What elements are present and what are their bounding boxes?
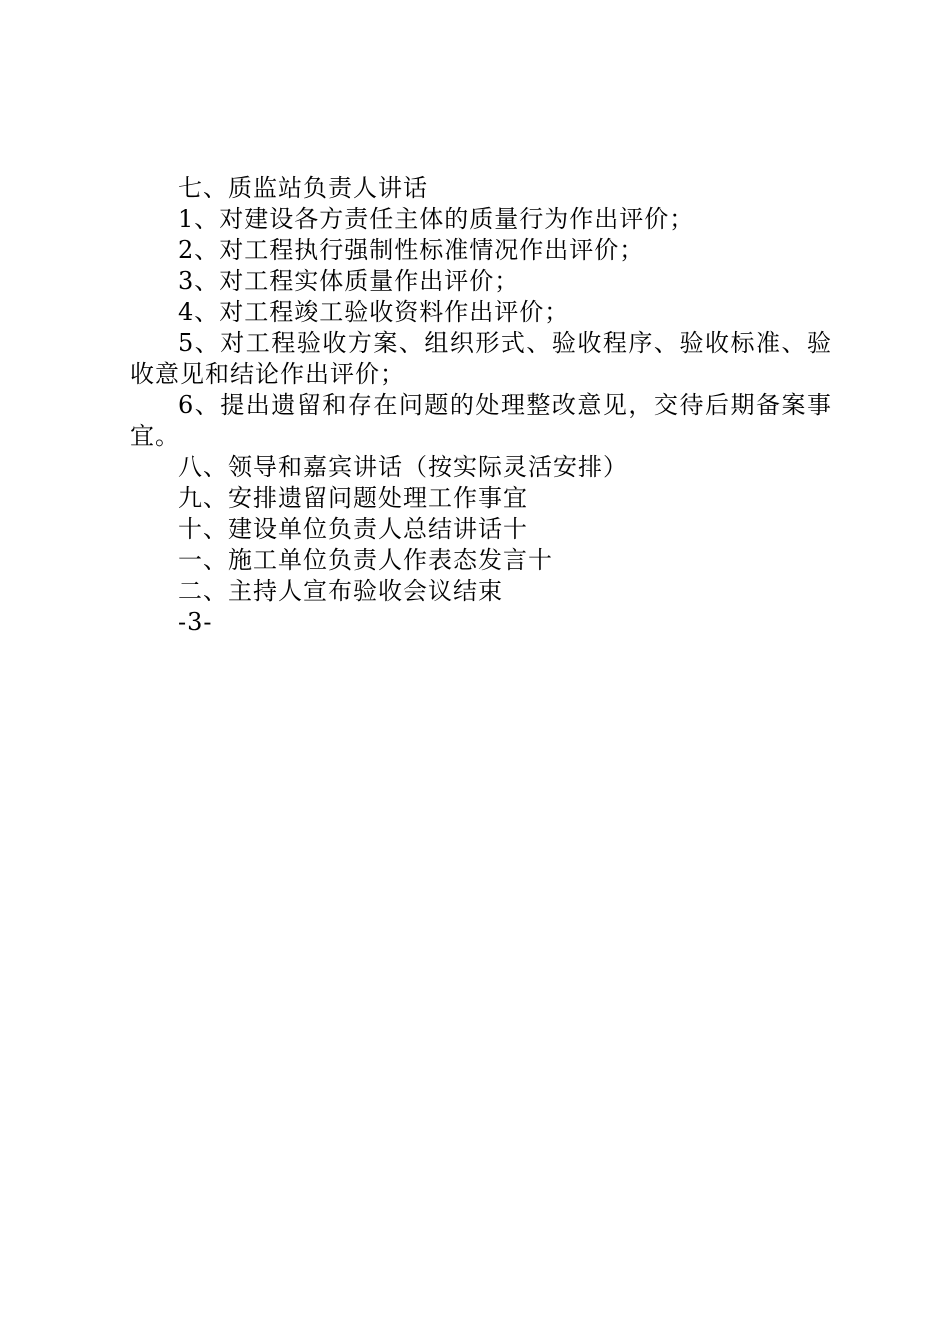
section-heading-11: 一、施工单位负责人作表态发言十 <box>178 546 553 574</box>
section-heading-9: 九、安排遗留问题处理工作事宜 <box>178 484 528 512</box>
document-body <box>130 173 832 638</box>
list-item: 4、对工程竣工验收资料作出评价； <box>178 298 570 326</box>
list-item: 3、对工程实体质量作出评价； <box>178 267 520 295</box>
list-item: 5、对工程验收方案、组织形式、验收程序、验收标准、验收意见和结论作出评价； <box>130 329 832 388</box>
section-heading-10: 十、建设单位负责人总结讲话十 <box>178 515 528 543</box>
list-item: 2、对工程执行强制性标准情况作出评价； <box>178 236 645 264</box>
page-number: -3- <box>178 608 213 636</box>
section-heading-12: 二、主持人宣布验收会议结束 <box>178 577 503 605</box>
section-heading-7: 七、质监站负责人讲话 <box>178 174 428 202</box>
list-item: 1、对建设各方责任主体的质量行为作出评价； <box>178 205 695 233</box>
list-item: 6、提出遗留和存在问题的处理整改意见，交待后期备案事宜。 <box>130 391 832 450</box>
section-heading-8: 八、领导和嘉宾讲话（按实际灵活安排） <box>178 453 628 481</box>
